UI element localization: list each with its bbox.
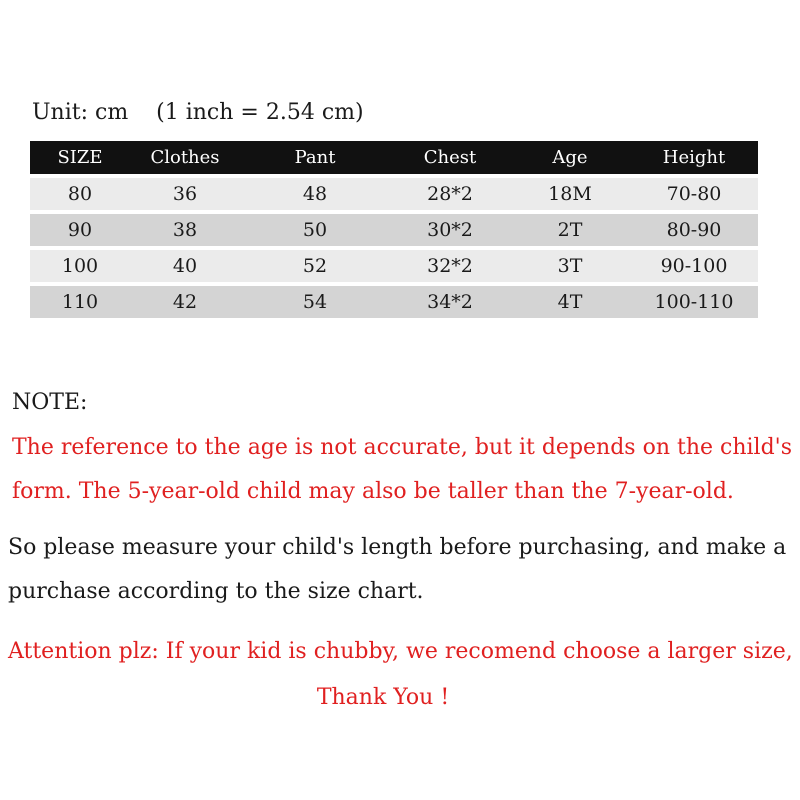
cell-age: 18M (548, 183, 592, 205)
cell-height: 100-110 (654, 291, 734, 313)
cell-age: 3T (557, 255, 583, 277)
table-row (30, 214, 758, 246)
cell-clothes: 38 (172, 219, 198, 241)
attention-text: Attention plz: If your kid is chubby, we recomend choose a larger size, (8, 639, 793, 664)
cell-chest: 34*2 (427, 291, 473, 313)
header-age: Age (552, 147, 588, 168)
cell-height: 70-80 (666, 183, 722, 205)
cell-age: 2T (557, 219, 583, 241)
header-chest: Chest (423, 147, 477, 168)
note-title: NOTE: (12, 390, 88, 415)
cell-height: 80-90 (666, 219, 722, 241)
header-size: SIZE (57, 147, 103, 168)
cell-chest: 30*2 (427, 219, 473, 241)
unit-label: Unit: cm (1 inch = 2.54 cm) (32, 100, 364, 125)
table-row (30, 250, 758, 282)
cell-pant: 48 (302, 183, 328, 205)
header-pant: Pant (294, 147, 336, 168)
cell-pant: 52 (302, 255, 328, 277)
cell-size: 110 (61, 291, 99, 313)
cell-pant: 54 (302, 291, 328, 313)
cell-pant: 50 (302, 219, 328, 241)
age-warning-text: The reference to the age is not accurate, but it depends on the child's form. The 5-year-old child may also be taller than the 7-year-old. (12, 435, 792, 504)
cell-clothes: 36 (172, 183, 198, 205)
header-height: Height (662, 147, 726, 168)
table-row (30, 178, 758, 210)
measure-instruction-text: So please measure your child's length before purchasing, and make a purchase according to the size chart. (8, 535, 787, 604)
cell-size: 90 (67, 219, 93, 241)
thank-you-text: Thank You ! (316, 685, 450, 710)
cell-age: 4T (557, 291, 583, 313)
cell-clothes: 42 (172, 291, 198, 313)
cell-size: 80 (67, 183, 93, 205)
cell-size: 100 (61, 255, 99, 277)
cell-chest: 28*2 (427, 183, 473, 205)
cell-clothes: 40 (172, 255, 198, 277)
cell-chest: 32*2 (427, 255, 473, 277)
size-chart-table (30, 137, 758, 322)
cell-height: 90-100 (660, 255, 728, 277)
table-header-row (30, 141, 758, 174)
header-clothes: Clothes (150, 147, 220, 168)
table-row (30, 286, 758, 318)
